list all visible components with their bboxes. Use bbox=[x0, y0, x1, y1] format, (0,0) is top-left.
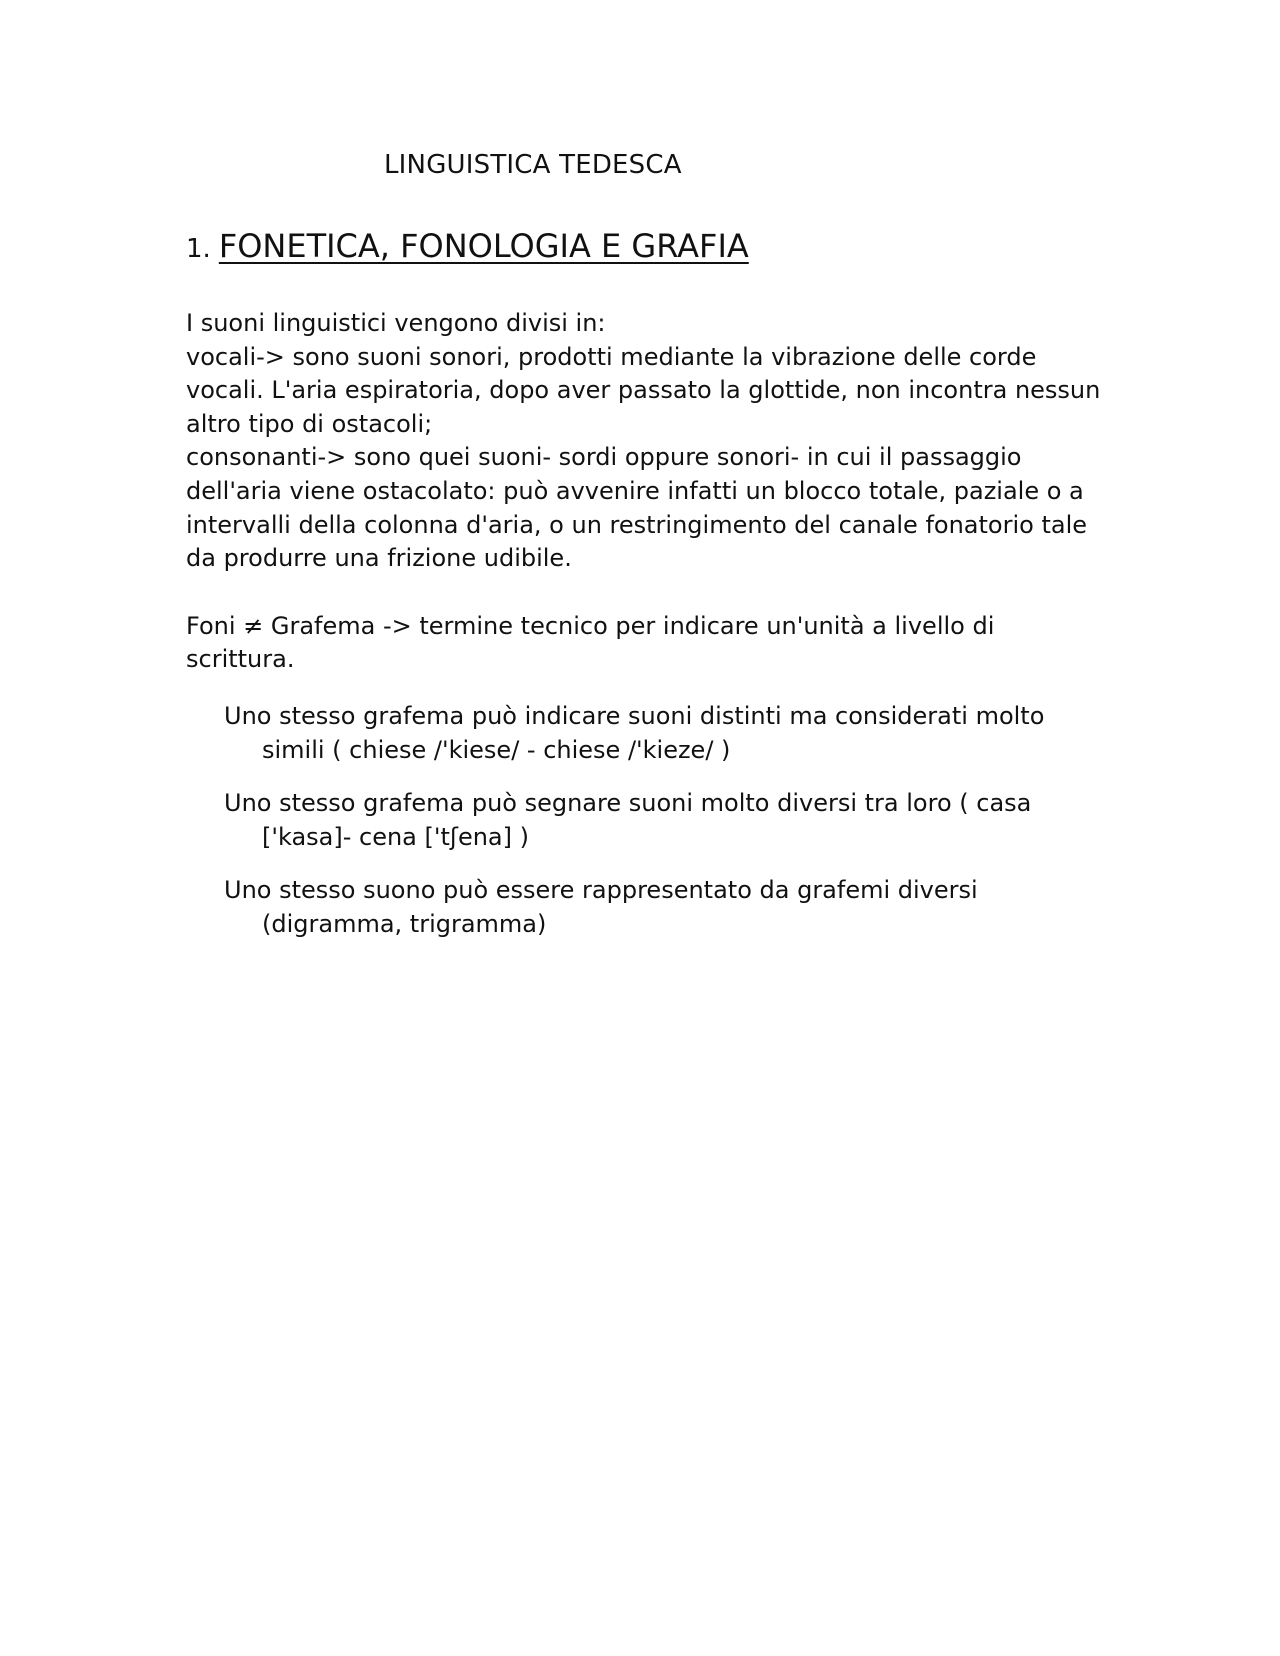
section-heading-text: FONETICA, FONOLOGIA E GRAFIA bbox=[218, 227, 749, 265]
list-item: Uno stesso grafema può indicare suoni distinti ma considerati molto simili ( chiese /'kiese/ - chiese /'kieze/ ) bbox=[224, 702, 1045, 764]
paragraph-consonanti: consonanti-> sono quei suoni- sordi oppure sonori- in cui il passaggio dell'aria viene ostacolato: può avvenire infatti un blocco totale, paziale o a intervalli della colonna d'aria, o un restringimento del canale fonatorio tale da produrre una frizione udibile. bbox=[186, 443, 1087, 573]
paragraph-foni-grafema: Foni ≠ Grafema -> termine tecnico per indicare un'unità a livello di scrittura. bbox=[186, 611, 995, 674]
paragraph-intro: I suoni linguistici vengono divisi in: bbox=[186, 309, 606, 337]
section-heading bbox=[186, 226, 749, 269]
grafema-list bbox=[224, 700, 1104, 962]
section-number: 1. bbox=[186, 234, 211, 264]
list-item: Uno stesso suono può essere rappresentato da grafemi diversi (digramma, trigramma) bbox=[224, 876, 978, 938]
paragraph-vocali: vocali-> sono suoni sonori, prodotti mediante la vibrazione delle corde vocali. L'aria espiratoria, dopo aver passato la glottide, non incontra nessun altro tipo di ostacoli; bbox=[186, 342, 1101, 438]
paragraph-spacer bbox=[186, 576, 1106, 610]
document-title: LINGUISTICA TEDESCA bbox=[384, 150, 682, 180]
list-item: Uno stesso grafema può segnare suoni molto diversi tra loro ( casa ['kasa]- cena ['tʃena] ) bbox=[224, 789, 1032, 851]
body-text bbox=[186, 307, 1106, 677]
